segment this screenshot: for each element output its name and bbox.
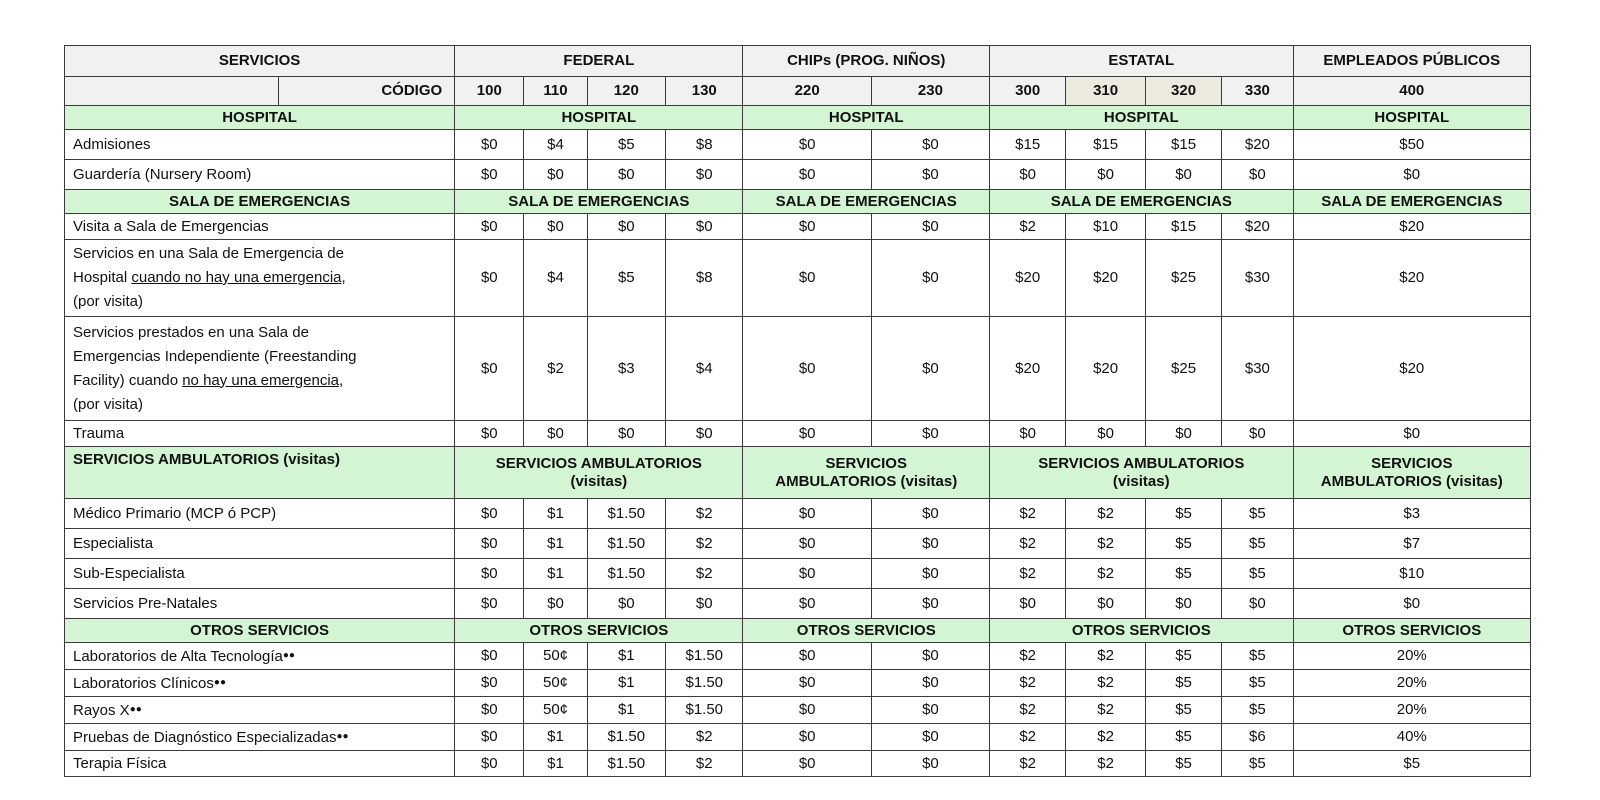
table-row [65,697,1531,724]
copay-value-c230: $0 [871,240,989,317]
section-group-title-line: AMBULATORIOS (visitas) [775,472,958,490]
copay-value-c230: $0 [871,697,989,724]
copay-value-c130: $1.50 [666,643,743,670]
service-label [65,724,455,751]
service-label [65,751,455,777]
label-text: Admisiones [73,136,151,153]
copay-value-c130: $2 [666,529,743,559]
section-group-title-estatal: HOSPITAL [990,106,1294,130]
table-row [65,421,1531,447]
section-header-row [65,619,1531,643]
copay-value-c220: $0 [743,499,871,529]
copay-value-c400: 20% [1293,643,1530,670]
copay-value-c120: $0 [587,160,665,190]
copay-value-c330: $5 [1222,670,1293,697]
copay-value-c110: $1 [524,499,587,529]
section-group-title-empleados: SALA DE EMERGENCIAS [1293,190,1530,214]
copay-value-c110: $0 [524,160,587,190]
label-underlined: cuando no hay una emergencia [131,269,342,286]
copay-value-c130: $2 [666,724,743,751]
header-group-row [65,46,1531,77]
header-chips: CHIPs (PROG. NIÑOS) [743,46,990,77]
copay-table-container [64,45,1531,777]
copay-value-c220: $0 [743,643,871,670]
copay-value-c320: $0 [1145,421,1221,447]
copay-value-c300: $0 [990,160,1066,190]
copay-value-c100: $0 [455,529,524,559]
copay-value-c220: $0 [743,529,871,559]
copay-value-c330: $6 [1222,724,1293,751]
copay-value-c310: $0 [1066,589,1145,619]
copay-value-c310: $2 [1066,529,1145,559]
copay-value-c310: $2 [1066,724,1145,751]
label-text: Laboratorios de Alta Tecnología [73,648,283,665]
copay-value-c220: $0 [743,589,871,619]
copay-value-c310: $2 [1066,697,1145,724]
copay-value-c400: $20 [1293,240,1530,317]
copay-value-c330: $5 [1222,697,1293,724]
copay-value-c330: $5 [1222,643,1293,670]
section-title: SERVICIOS AMBULATORIOS (visitas) [65,447,455,499]
copay-value-c220: $0 [743,559,871,589]
service-label [65,130,455,160]
copay-value-c100: $0 [455,589,524,619]
copay-value-c300: $0 [990,589,1066,619]
copay-value-c400: $0 [1293,589,1530,619]
copay-value-c400: 20% [1293,670,1530,697]
copay-value-c100: $0 [455,214,524,240]
label-text: Laboratorios Clínicos [73,675,214,692]
copay-value-c110: 50¢ [524,670,587,697]
section-header-row [65,447,1531,499]
label-text: Visita a Sala de Emergencias [73,218,269,235]
copay-value-c310: $20 [1066,240,1145,317]
footnote-marker: ●● [336,731,349,742]
section-title: SALA DE EMERGENCIAS [65,190,455,214]
section-group-title-chips [743,447,990,499]
copay-value-c120: $1.50 [587,499,665,529]
table-row [65,529,1531,559]
copay-value-c400: $7 [1293,529,1530,559]
label-line: Emergencias Independiente (Freestanding [73,347,357,365]
service-label [65,643,455,670]
table-body [65,46,1531,777]
code-110: 110 [524,77,587,106]
footnote-marker: ●● [282,650,295,661]
label-text: Servicios Pre-Natales [73,595,218,612]
copay-value-c310: $0 [1066,421,1145,447]
copay-value-c100: $0 [455,670,524,697]
table-row [65,559,1531,589]
copay-value-c300: $2 [990,529,1066,559]
copay-value-c310: $10 [1066,214,1145,240]
section-header-row [65,106,1531,130]
copay-value-c110: $1 [524,529,587,559]
copay-value-c100: $0 [455,559,524,589]
label-text: Médico Primario (MCP ó PCP) [73,505,277,522]
service-label [65,499,455,529]
copay-value-c100: $0 [455,421,524,447]
copay-value-c330: $30 [1222,317,1293,421]
copay-value-c330: $0 [1222,160,1293,190]
section-group-title-line: (visitas) [1112,472,1170,490]
copay-value-c100: $0 [455,130,524,160]
section-group-title-empleados [1293,447,1530,499]
footnote-marker: ●● [129,704,142,715]
service-label [65,559,455,589]
copay-value-c320: $5 [1145,697,1221,724]
copay-value-c400: $0 [1293,160,1530,190]
copay-value-c120: $1.50 [587,529,665,559]
section-group-title-line: SERVICIOS [825,454,907,472]
copay-value-c130: $0 [666,214,743,240]
copay-value-c110: $1 [524,751,587,777]
copay-value-c100: $0 [455,751,524,777]
copay-value-c130: $0 [666,160,743,190]
copay-value-c120: $1.50 [587,559,665,589]
copay-value-c110: 50¢ [524,643,587,670]
copay-value-c320: $25 [1145,317,1221,421]
section-group-title-estatal: OTROS SERVICIOS [990,619,1294,643]
section-group-title-line: SERVICIOS AMBULATORIOS [1038,454,1245,472]
copay-value-c110: $0 [524,421,587,447]
code-320: 320 [1145,77,1221,106]
copay-value-c120: $0 [587,421,665,447]
copay-value-c330: $5 [1222,529,1293,559]
copay-value-c130: $1.50 [666,697,743,724]
copay-value-c220: $0 [743,697,871,724]
copay-value-c110: $1 [524,559,587,589]
label-text: Especialista [73,535,154,552]
copay-value-c120: $1.50 [587,751,665,777]
copay-value-c400: $50 [1293,130,1530,160]
copay-value-c300: $2 [990,499,1066,529]
copay-value-c130: $0 [666,589,743,619]
copay-value-c220: $0 [743,317,871,421]
section-group-title-line: SERVICIOS [1371,454,1453,472]
code-120: 120 [587,77,665,106]
copay-value-c330: $0 [1222,589,1293,619]
table-row [65,499,1531,529]
copay-value-c300: $20 [990,317,1066,421]
copay-value-c100: $0 [455,160,524,190]
copay-value-c400: 20% [1293,697,1530,724]
service-label [65,697,455,724]
copay-value-c300: $15 [990,130,1066,160]
copay-value-c120: $1.50 [587,724,665,751]
label-line: (por visita) [73,293,144,310]
copay-value-c130: $2 [666,499,743,529]
copay-value-c220: $0 [743,214,871,240]
header-code-row [65,77,1531,106]
copay-value-c300: $2 [990,559,1066,589]
copay-value-c310: $2 [1066,643,1145,670]
service-label [65,421,455,447]
table-row [65,214,1531,240]
section-group-title-federal: SALA DE EMERGENCIAS [455,190,743,214]
code-220: 220 [743,77,871,106]
copay-value-c400: $5 [1293,751,1530,777]
copay-value-c120: $5 [587,240,665,317]
header-codigo: CÓDIGO [278,77,454,106]
copay-value-c110: $0 [524,214,587,240]
label-line: Servicios en una Sala de Emergencia de [73,245,344,262]
copay-value-c110: $2 [524,317,587,421]
code-130: 130 [666,77,743,106]
label-line: , [339,371,344,389]
table-row [65,670,1531,697]
section-group-title-federal: OTROS SERVICIOS [455,619,743,643]
section-group-title-line: (visitas) [570,472,628,490]
code-330: 330 [1222,77,1293,106]
copay-value-c320: $15 [1145,130,1221,160]
copay-value-c120: $3 [587,317,665,421]
table-row [65,751,1531,777]
section-group-title-federal: HOSPITAL [455,106,743,130]
copay-value-c310: $2 [1066,670,1145,697]
table-row [65,130,1531,160]
copay-value-c230: $0 [871,130,989,160]
copay-value-c120: $5 [587,130,665,160]
copay-value-c230: $0 [871,643,989,670]
copay-value-c400: $20 [1293,214,1530,240]
copay-value-c330: $20 [1222,130,1293,160]
copay-value-c120: $0 [587,214,665,240]
copay-value-c130: $1.50 [666,670,743,697]
copay-value-c130: $0 [666,421,743,447]
copay-value-c230: $0 [871,724,989,751]
section-group-title-chips: SALA DE EMERGENCIAS [743,190,990,214]
section-group-title-line: AMBULATORIOS (visitas) [1320,472,1503,490]
copay-value-c120: $0 [587,589,665,619]
label-line: Facility) cuando [73,371,183,389]
code-230: 230 [871,77,989,106]
copay-value-c230: $0 [871,214,989,240]
copay-value-c120: $1 [587,643,665,670]
label-line: , [341,269,346,286]
table-row [65,317,1531,421]
copay-value-c300: $2 [990,643,1066,670]
copay-value-c330: $20 [1222,214,1293,240]
copay-value-c120: $1 [587,697,665,724]
copay-value-c310: $2 [1066,499,1145,529]
copay-value-c320: $25 [1145,240,1221,317]
copay-value-c100: $0 [455,499,524,529]
copay-value-c320: $5 [1145,670,1221,697]
code-400: 400 [1293,77,1530,106]
copay-value-c110: $4 [524,240,587,317]
copay-table [64,45,1531,777]
copay-value-c220: $0 [743,160,871,190]
copay-value-c110: $0 [524,589,587,619]
table-row [65,160,1531,190]
service-label [65,160,455,190]
label-line: Servicios prestados en una Sala de [73,323,309,341]
section-title: HOSPITAL [65,106,455,130]
copay-value-c120: $1 [587,670,665,697]
service-label [65,240,455,317]
copay-value-c330: $0 [1222,421,1293,447]
label-text: Rayos X [73,702,130,719]
label-text: Pruebas de Diagnóstico Especializadas [73,729,337,746]
copay-value-c220: $0 [743,670,871,697]
section-group-title-estatal: SALA DE EMERGENCIAS [990,190,1294,214]
header-empleados: EMPLEADOS PÚBLICOS [1293,46,1530,77]
copay-value-c400: $20 [1293,317,1530,421]
label-line: (por visita) [73,395,144,413]
copay-value-c230: $0 [871,499,989,529]
copay-value-c220: $0 [743,421,871,447]
service-label [65,589,455,619]
header-servicios: SERVICIOS [65,46,455,77]
section-header-row [65,190,1531,214]
copay-value-c320: $5 [1145,643,1221,670]
service-label [65,670,455,697]
copay-value-c110: 50¢ [524,697,587,724]
copay-value-c130: $8 [666,130,743,160]
copay-value-c230: $0 [871,421,989,447]
copay-value-c300: $2 [990,697,1066,724]
copay-value-c400: $0 [1293,421,1530,447]
section-group-title-chips: HOSPITAL [743,106,990,130]
section-group-title-chips: OTROS SERVICIOS [743,619,990,643]
copay-value-c320: $15 [1145,214,1221,240]
section-group-title-line: SERVICIOS AMBULATORIOS [495,454,702,472]
copay-value-c100: $0 [455,643,524,670]
copay-value-c110: $4 [524,130,587,160]
section-group-title-empleados: HOSPITAL [1293,106,1530,130]
table-row [65,643,1531,670]
section-group-title-empleados: OTROS SERVICIOS [1293,619,1530,643]
copay-value-c310: $0 [1066,160,1145,190]
copay-value-c220: $0 [743,240,871,317]
copay-value-c230: $0 [871,589,989,619]
copay-value-c320: $5 [1145,529,1221,559]
table-row [65,724,1531,751]
copay-value-c320: $5 [1145,724,1221,751]
copay-value-c220: $0 [743,724,871,751]
copay-value-c130: $2 [666,559,743,589]
code-100: 100 [455,77,524,106]
copay-value-c330: $5 [1222,751,1293,777]
service-label [65,317,455,421]
copay-value-c310: $20 [1066,317,1145,421]
copay-value-c330: $30 [1222,240,1293,317]
service-label [65,529,455,559]
table-row [65,240,1531,317]
copay-value-c310: $2 [1066,751,1145,777]
copay-value-c110: $1 [524,724,587,751]
copay-value-c400: $10 [1293,559,1530,589]
copay-value-c320: $0 [1145,589,1221,619]
copay-value-c130: $4 [666,317,743,421]
label-text: Guardería (Nursery Room) [73,166,252,183]
copay-value-c400: 40% [1293,724,1530,751]
code-310: 310 [1066,77,1145,106]
copay-value-c320: $5 [1145,559,1221,589]
copay-value-c130: $2 [666,751,743,777]
header-estatal: ESTATAL [990,46,1294,77]
section-title: OTROS SERVICIOS [65,619,455,643]
copay-value-c230: $0 [871,529,989,559]
copay-value-c400: $3 [1293,499,1530,529]
copay-value-c230: $0 [871,559,989,589]
label-underlined: no hay una emergencia [182,371,339,389]
label-line: Hospital [73,269,132,286]
copay-value-c230: $0 [871,670,989,697]
copay-value-c300: $20 [990,240,1066,317]
copay-value-c130: $8 [666,240,743,317]
copay-value-c330: $5 [1222,499,1293,529]
copay-value-c100: $0 [455,240,524,317]
label-text: Trauma [73,425,125,442]
copay-value-c320: $5 [1145,751,1221,777]
copay-value-c220: $0 [743,130,871,160]
copay-value-c300: $2 [990,751,1066,777]
copay-value-c300: $2 [990,214,1066,240]
section-group-title-estatal [990,447,1294,499]
copay-value-c220: $0 [743,751,871,777]
label-text: Terapia Física [73,755,167,772]
header-blank-cell [65,77,279,106]
section-group-title-federal [455,447,743,499]
copay-value-c320: $0 [1145,160,1221,190]
copay-value-c100: $0 [455,724,524,751]
label-text: Sub-Especialista [73,565,185,582]
copay-value-c330: $5 [1222,559,1293,589]
copay-value-c300: $0 [990,421,1066,447]
copay-value-c100: $0 [455,697,524,724]
code-300: 300 [990,77,1066,106]
copay-value-c100: $0 [455,317,524,421]
service-label [65,214,455,240]
footnote-marker: ●● [213,677,226,688]
copay-value-c310: $2 [1066,559,1145,589]
copay-value-c300: $2 [990,724,1066,751]
copay-value-c230: $0 [871,317,989,421]
header-federal: FEDERAL [455,46,743,77]
copay-value-c320: $5 [1145,499,1221,529]
table-row [65,589,1531,619]
copay-value-c300: $2 [990,670,1066,697]
copay-value-c230: $0 [871,160,989,190]
copay-value-c310: $15 [1066,130,1145,160]
copay-value-c230: $0 [871,751,989,777]
